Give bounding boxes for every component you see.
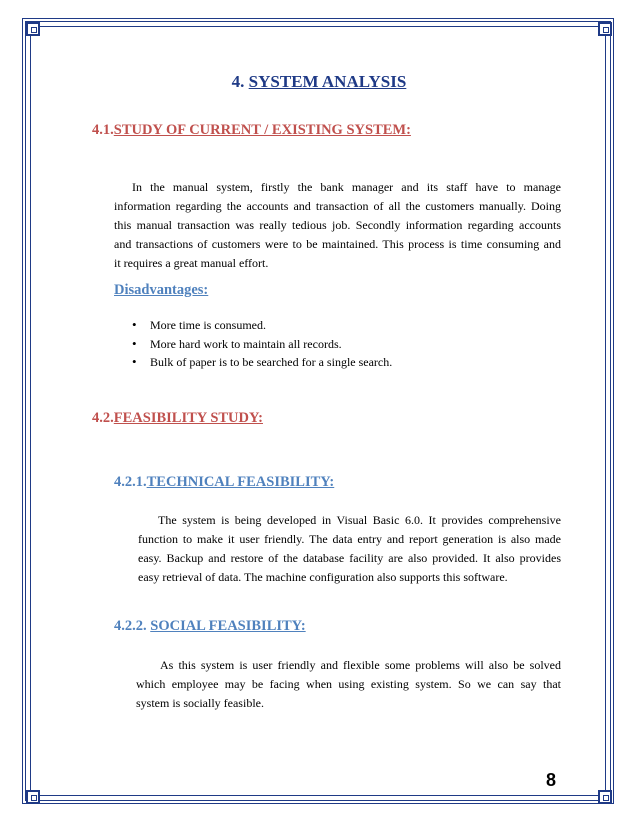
paragraph-line: it requires a great manual effort. xyxy=(114,256,269,270)
paragraph-line: In the manual system, firstly the bank manager and its staff have to manage xyxy=(132,180,561,194)
section-4-2-2-number: 4.2.2. xyxy=(114,618,147,634)
section-4-1-title: STUDY OF CURRENT / EXISTING SYSTEM: xyxy=(113,122,411,138)
section-4-1-heading xyxy=(92,122,411,139)
corner-ornament-bottom-right xyxy=(598,790,612,804)
section-4-2-2-paragraph xyxy=(136,656,561,713)
section-4-2-2-heading xyxy=(114,618,306,635)
list-item: • Bulk of paper is to be searched for a single search. xyxy=(132,353,392,372)
section-4-2-number: 4.2. xyxy=(92,410,114,426)
page-number: 8 xyxy=(546,770,557,790)
paragraph-line: The system is being developed in Visual Basic 6.0. It provides comprehensive xyxy=(158,513,561,527)
paragraph-line: which employee may be facing when using existing system. So we can say that xyxy=(136,677,561,691)
paragraph-line: As this system is user friendly and flexible some problems will also be solved xyxy=(160,658,561,672)
disadvantages-heading-text: Disadvantages: xyxy=(114,282,209,298)
paragraph-line: function to make it user friendly. The data entry and report generation is also made xyxy=(138,532,561,546)
corner-ornament-bottom-left xyxy=(26,790,40,804)
section-4-2-1-heading xyxy=(114,474,334,491)
page-title xyxy=(0,72,638,92)
corner-ornament-top-left xyxy=(26,22,40,36)
paragraph-line: system is socially feasible. xyxy=(136,696,264,710)
list-item: • More time is consumed. xyxy=(132,316,392,335)
paragraph-line: easy. Backup and restore of the database facility are also provided. It also provides xyxy=(138,551,561,565)
corner-ornament-top-right xyxy=(598,22,612,36)
section-4-2-2-title: SOCIAL FEASIBILITY: xyxy=(150,618,306,634)
disadvantages-list xyxy=(132,316,392,372)
section-4-2-1-number: 4.2.1. xyxy=(114,474,147,490)
paragraph-line: information regarding the accounts and transaction of all the customers manually. Doing xyxy=(114,199,561,213)
title-number: 4. xyxy=(231,72,245,91)
list-item: • More hard work to maintain all records. xyxy=(132,335,392,354)
section-4-1-paragraph xyxy=(114,178,561,273)
disadvantages-heading xyxy=(114,282,208,299)
section-4-2-title: FEASIBILITY STUDY: xyxy=(113,410,263,426)
paragraph-line: and transactions of customers were to be maintained. This process is time consuming and xyxy=(114,237,561,251)
section-4-2-1-title: TECHNICAL FEASIBILITY: xyxy=(146,474,335,490)
title-text: SYSTEM ANALYSIS xyxy=(248,72,407,91)
paragraph-line: easy retrieval of data. The machine configuration also supports this software. xyxy=(138,570,508,584)
section-4-1-number: 4.1. xyxy=(92,122,114,138)
section-4-2-heading xyxy=(92,410,263,427)
section-4-2-1-paragraph xyxy=(138,511,561,587)
paragraph-line: this manual transaction was really tedious job. Secondly information regarding accounts xyxy=(114,218,561,232)
